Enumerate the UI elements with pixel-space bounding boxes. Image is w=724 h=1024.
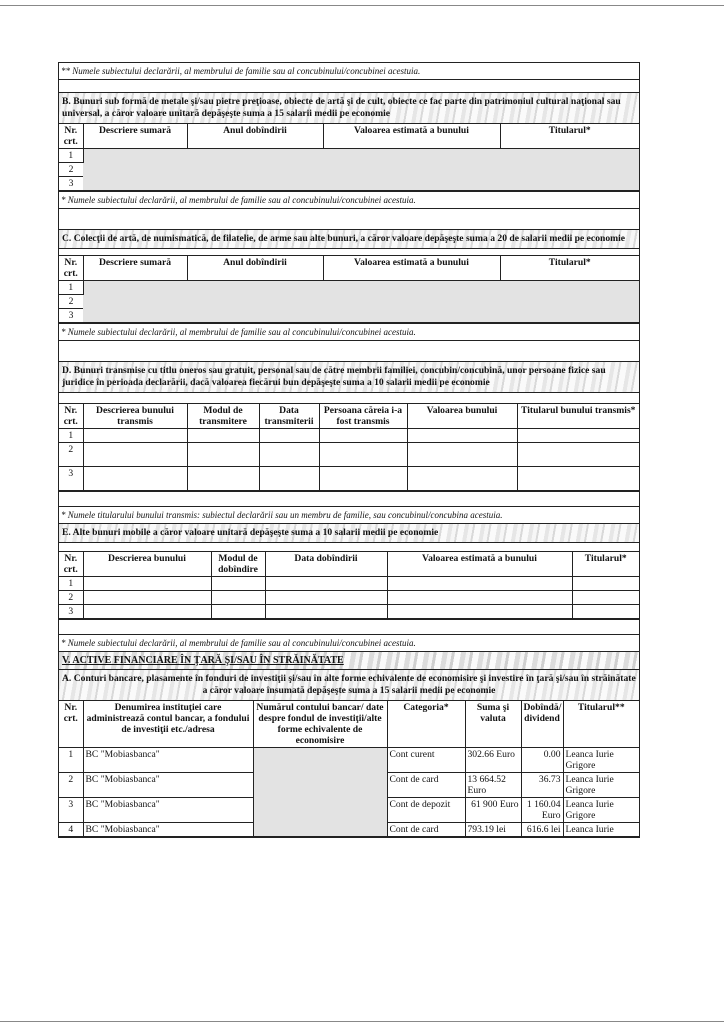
spacer [59, 341, 639, 362]
section-v-table [59, 701, 639, 837]
section-e-table [59, 552, 639, 619]
table-row: 1 [59, 577, 639, 591]
col-data: Data transmiterii [259, 404, 319, 429]
section-v-title: V. ACTIVE FINANCIARE ÎN ŢARĂ ŞI/SAU ÎN STRĂINĂTATE [59, 652, 639, 670]
form-block [58, 62, 640, 838]
section-b-title: B. Bunuri sub formă de metale şi/sau pietre preţioase, obiecte de artă şi de cult, obiecte ce fac parte din patrimoniul cultural naţional sau universal, a căror valoare unitară depăşeşte suma a 15 salarii medii pe economie [59, 93, 639, 124]
footnote: ** Numele subiectului declarării, al membrului de familie sau al concubinului/concubinei acestuia. [59, 63, 639, 80]
col-descriere: Descrierea bunului [83, 552, 211, 577]
col-titular: Titularul* [500, 124, 639, 149]
col-an: Anul dobîndirii [187, 124, 323, 149]
spacer [59, 393, 639, 404]
spacer [59, 619, 639, 635]
table-row: 3 [59, 467, 639, 491]
col-valoare: Valoarea bunului [407, 404, 517, 429]
top-rule [0, 5, 724, 6]
col-mod: Modul de transmitere [187, 404, 259, 429]
redacted-area [83, 281, 639, 323]
section-v-a-subtitle: A. Conturi bancare, plasamente în fonduri de investiţii şi/sau în alte forme echivalente de economisire şi investire în ţară şi/sau în străinătate [62, 673, 636, 684]
col-nr: Nr. crt. [59, 552, 83, 577]
section-b-table [59, 124, 639, 191]
col-titular: Titularul** [563, 701, 639, 748]
bottom-rule [0, 1021, 724, 1022]
table-row: 2 BC "Mobiasbanca" Cont de card 13 664.52 Euro 36.73 Leanca Iurie Grigore [59, 773, 639, 798]
declaration-page [58, 62, 640, 838]
col-nr: Nr. crt. [59, 256, 83, 281]
table-row: 4 BC "Mobiasbanca" Cont de card 793.19 lei 616.6 lei Leanca Iurie [59, 823, 639, 837]
footnote: * Numele subiectului declarării, al membrului de familie sau al concubinului/concubinei acestuia. [59, 191, 639, 209]
col-valoare: Valoarea estimată a bunului [387, 552, 572, 577]
table-row: 3 [59, 605, 639, 619]
table-row: 3 [59, 177, 639, 191]
col-numar-cont: Numărul contului bancar/ date despre fondul de investiţii/alte forme echivalente de economisire [253, 701, 387, 748]
col-valoare: Valoarea estimată a bunului [323, 124, 500, 149]
col-nr: Nr. crt. [59, 701, 83, 748]
col-titular: Titularul* [572, 552, 639, 577]
footnote: * Numele titularului bunului transmis: subiectul declarării sau un membru de familie, sau concubinul/concubina acestuia. [59, 507, 639, 524]
spacer [59, 249, 639, 256]
footnote: * Numele subiectului declarării, al membrului de familie sau al concubinului/concubinei acestuia. [59, 323, 639, 341]
table-row: 2 [59, 591, 639, 605]
col-descriere: Descrierea bunului transmis [83, 404, 187, 429]
table-row: 2 [59, 443, 639, 467]
section-v-a-subtitle-2: a căror valoare însumată depăşeşte suma a 15 salarii medii pe economie [202, 685, 496, 696]
col-nr: Nr. crt. [59, 404, 83, 429]
col-institutie: Denumirea instituţiei care administrează contul bancar, a fondului de investiţii etc./adresa [83, 701, 253, 748]
footnote: * Numele subiectului declarării, al membrului de familie sau al concubinului/concubinei acestuia. [59, 635, 639, 652]
col-titular: Titularul* [500, 256, 639, 281]
table-row: 3 BC "Mobiasbanca" Cont de depozit 61 900 Euro 1 160.04 Euro Leanca Iurie Grigore [59, 798, 639, 823]
col-descriere: Descriere sumară [83, 256, 187, 281]
table-row: 1 [59, 281, 639, 295]
col-dobanda: Dobîndă/ dividend [521, 701, 563, 748]
spacer [59, 543, 639, 552]
table-row: 1 BC "Mobiasbanca" Cont curent 302.66 Euro 0.00 Leanca Iurie Grigore [59, 748, 639, 773]
redacted-area [253, 748, 387, 837]
table-row: 3 [59, 309, 639, 323]
spacer [59, 491, 639, 507]
section-d-table [59, 404, 639, 491]
spacer [59, 80, 639, 93]
col-descriere: Descriere sumară [83, 124, 187, 149]
table-row: 1 [59, 149, 639, 163]
col-data: Data dobîndirii [265, 552, 387, 577]
col-nr: Nr. crt. [59, 124, 83, 149]
col-persoana: Persoana căreia i-a fost transmis [319, 404, 407, 429]
redacted-area [83, 149, 639, 191]
table-row: 1 [59, 429, 639, 443]
col-mod: Modul de dobîndire [211, 552, 265, 577]
section-v-a-title [59, 670, 639, 701]
table-row: 2 [59, 295, 639, 309]
col-categoria: Categoria* [387, 701, 465, 748]
table-row: 2 [59, 163, 639, 177]
col-titular: Titularul bunului transmis* [517, 404, 639, 429]
col-suma: Suma şi valuta [465, 701, 521, 748]
section-d-title: D. Bunuri transmise cu titlu oneros sau gratuit, personal sau de către membrii familiei, concubin/concubină, unor persoane fizice sau juridice în perioada declarării, dacă valoarea fiecărui bun depăşeşte suma a 10 salarii medii pe economie [59, 362, 639, 393]
col-valoare: Valoarea estimată a bunului [323, 256, 500, 281]
section-c-title: C. Colecţii de artă, de numismatică, de filatelie, de arme sau alte bunuri, a căror valoare depăşeşte suma a 20 de salarii medii pe economie [59, 230, 639, 249]
col-an: Anul dobîndirii [187, 256, 323, 281]
spacer [59, 209, 639, 230]
section-c-table [59, 256, 639, 323]
section-e-title: E. Alte bunuri mobile a căror valoare unitară depăşeşte suma a 10 salarii medii pe economie [59, 524, 639, 543]
